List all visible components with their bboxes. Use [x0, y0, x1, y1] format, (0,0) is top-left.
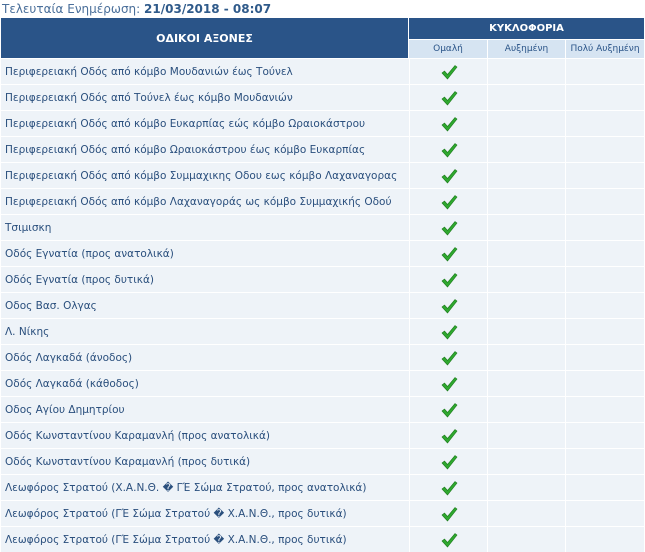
status-cell-very-increased — [565, 370, 644, 396]
status-cell-normal — [409, 136, 487, 162]
status-cell-very-increased — [565, 110, 644, 136]
table-row — [1, 474, 644, 500]
status-cell-increased — [487, 214, 565, 240]
status-cell-increased — [487, 370, 565, 396]
status-cell-normal — [409, 526, 487, 552]
road-name: Περιφερειακή Οδός από κόμβο Ευκαρπίας εώς κόμβο Ωραιοκάστρου — [1, 110, 409, 136]
status-cell-increased — [487, 474, 565, 500]
green-checkmark-icon — [440, 453, 458, 471]
status-cell-increased — [487, 344, 565, 370]
table-row — [1, 162, 644, 188]
road-name: Οδος Βασ. Ολγας — [1, 292, 409, 318]
table-row — [1, 422, 644, 448]
road-name: Περιφερειακή Οδός από κόμβο Ωραιοκάστρου έως κόμβο Ευκαρπίας — [1, 136, 409, 162]
roads-column-header: ΟΔΙΚΟΙ ΑΞΟΝΕΣ — [1, 18, 409, 58]
status-cell-very-increased — [565, 500, 644, 526]
table-row — [1, 344, 644, 370]
green-checkmark-icon — [440, 193, 458, 211]
table-row — [1, 110, 644, 136]
status-cell-normal — [409, 58, 487, 84]
table-row — [1, 526, 644, 552]
road-name: Περιφερειακή Οδός από Τούνελ έως κόμβο Μουδανιών — [1, 84, 409, 110]
table-row — [1, 318, 644, 344]
status-cell-normal — [409, 292, 487, 318]
green-checkmark-icon — [440, 375, 458, 393]
status-cell-very-increased — [565, 396, 644, 422]
road-name: Λ. Νίκης — [1, 318, 409, 344]
status-cell-very-increased — [565, 214, 644, 240]
green-checkmark-icon — [440, 349, 458, 367]
status-cell-increased — [487, 500, 565, 526]
table-row — [1, 370, 644, 396]
status-cell-normal — [409, 188, 487, 214]
last-update-label: Τελευταία Ενημέρωση: — [2, 2, 141, 16]
table-row — [1, 84, 644, 110]
status-cell-very-increased — [565, 240, 644, 266]
road-name: Οδός Εγνατία (προς ανατολικά) — [1, 240, 409, 266]
status-cell-normal — [409, 84, 487, 110]
road-name: Οδός Εγνατία (προς δυτικά) — [1, 266, 409, 292]
road-name: Τσιμισκη — [1, 214, 409, 240]
table-row — [1, 240, 644, 266]
green-checkmark-icon — [440, 245, 458, 263]
green-checkmark-icon — [440, 479, 458, 497]
status-cell-very-increased — [565, 84, 644, 110]
table-row — [1, 396, 644, 422]
last-update-value: 21/03/2018 - 08:07 — [144, 2, 272, 16]
status-cell-very-increased — [565, 318, 644, 344]
table-row — [1, 266, 644, 292]
green-checkmark-icon — [440, 427, 458, 445]
status-cell-increased — [487, 162, 565, 188]
green-checkmark-icon — [440, 115, 458, 133]
road-name: Οδός Κωνσταντίνου Καραμανλή (προς ανατολικά) — [1, 422, 409, 448]
status-cell-very-increased — [565, 266, 644, 292]
green-checkmark-icon — [440, 141, 458, 159]
status-cell-normal — [409, 370, 487, 396]
status-cell-very-increased — [565, 162, 644, 188]
traffic-column-header: ΚΥΚΛΟΦΟΡΙΑ — [409, 18, 644, 40]
green-checkmark-icon — [440, 271, 458, 289]
status-cell-normal — [409, 344, 487, 370]
increased-column-header: Αυξημένη — [487, 40, 565, 58]
status-cell-very-increased — [565, 474, 644, 500]
status-cell-normal — [409, 474, 487, 500]
green-checkmark-icon — [440, 401, 458, 419]
green-checkmark-icon — [440, 297, 458, 315]
road-name: Οδός Λαγκαδά (κάθοδος) — [1, 370, 409, 396]
status-cell-normal — [409, 318, 487, 344]
green-checkmark-icon — [440, 89, 458, 107]
status-cell-increased — [487, 422, 565, 448]
status-cell-increased — [487, 188, 565, 214]
status-cell-very-increased — [565, 292, 644, 318]
status-cell-normal — [409, 110, 487, 136]
green-checkmark-icon — [440, 219, 458, 237]
status-cell-increased — [487, 240, 565, 266]
status-cell-very-increased — [565, 58, 644, 84]
status-cell-increased — [487, 526, 565, 552]
table-row — [1, 136, 644, 162]
status-cell-increased — [487, 318, 565, 344]
traffic-table — [1, 18, 644, 552]
road-name: Λεωφόρος Στρατού (ΓΈ Σώμα Στρατού � Χ.Α.Ν.Θ., προς δυτικά) — [1, 526, 409, 552]
status-cell-increased — [487, 448, 565, 474]
table-row — [1, 214, 644, 240]
normal-column-header: Ομαλή — [409, 40, 487, 58]
status-cell-very-increased — [565, 448, 644, 474]
status-cell-normal — [409, 422, 487, 448]
status-cell-normal — [409, 214, 487, 240]
status-cell-normal — [409, 162, 487, 188]
status-cell-very-increased — [565, 344, 644, 370]
status-cell-increased — [487, 58, 565, 84]
green-checkmark-icon — [440, 323, 458, 341]
status-cell-normal — [409, 448, 487, 474]
road-name: Οδος Αγίου Δημητρίου — [1, 396, 409, 422]
status-cell-normal — [409, 266, 487, 292]
very-increased-column-header: Πολύ Αυξημένη — [565, 40, 644, 58]
status-cell-increased — [487, 396, 565, 422]
road-name: Λεωφόρος Στρατού (Χ.Α.Ν.Θ. � ΓΈ Σώμα Στρατού, προς ανατολικά) — [1, 474, 409, 500]
status-cell-increased — [487, 84, 565, 110]
road-name: Λεωφόρος Στρατού (ΓΈ Σώμα Στρατού � Χ.Α.Ν.Θ., προς δυτικά) — [1, 500, 409, 526]
status-cell-normal — [409, 500, 487, 526]
green-checkmark-icon — [440, 505, 458, 523]
status-cell-very-increased — [565, 188, 644, 214]
road-name: Περιφερειακή Οδός από κόμβο Λαχαναγοράς ως κόμβο Συμμαχικής Οδού — [1, 188, 409, 214]
status-cell-normal — [409, 396, 487, 422]
status-cell-increased — [487, 292, 565, 318]
status-cell-very-increased — [565, 526, 644, 552]
status-cell-increased — [487, 110, 565, 136]
status-cell-normal — [409, 240, 487, 266]
status-cell-increased — [487, 266, 565, 292]
green-checkmark-icon — [440, 167, 458, 185]
table-row — [1, 500, 644, 526]
road-name: Περιφερειακή Οδός από κόμβο Μουδανιών έως Τούνελ — [1, 58, 409, 84]
status-cell-very-increased — [565, 422, 644, 448]
table-row — [1, 188, 644, 214]
road-name: Οδός Κωνσταντίνου Καραμανλή (προς δυτικά) — [1, 448, 409, 474]
last-update-line — [0, 0, 645, 18]
table-row — [1, 448, 644, 474]
table-row — [1, 58, 644, 84]
road-name: Οδός Λαγκαδά (άνοδος) — [1, 344, 409, 370]
status-cell-very-increased — [565, 136, 644, 162]
table-row — [1, 292, 644, 318]
road-name: Περιφερειακή Οδός από κόμβο Συμμαχικης Οδου εως κόμβο Λαχαναγορας — [1, 162, 409, 188]
status-cell-increased — [487, 136, 565, 162]
green-checkmark-icon — [440, 63, 458, 81]
